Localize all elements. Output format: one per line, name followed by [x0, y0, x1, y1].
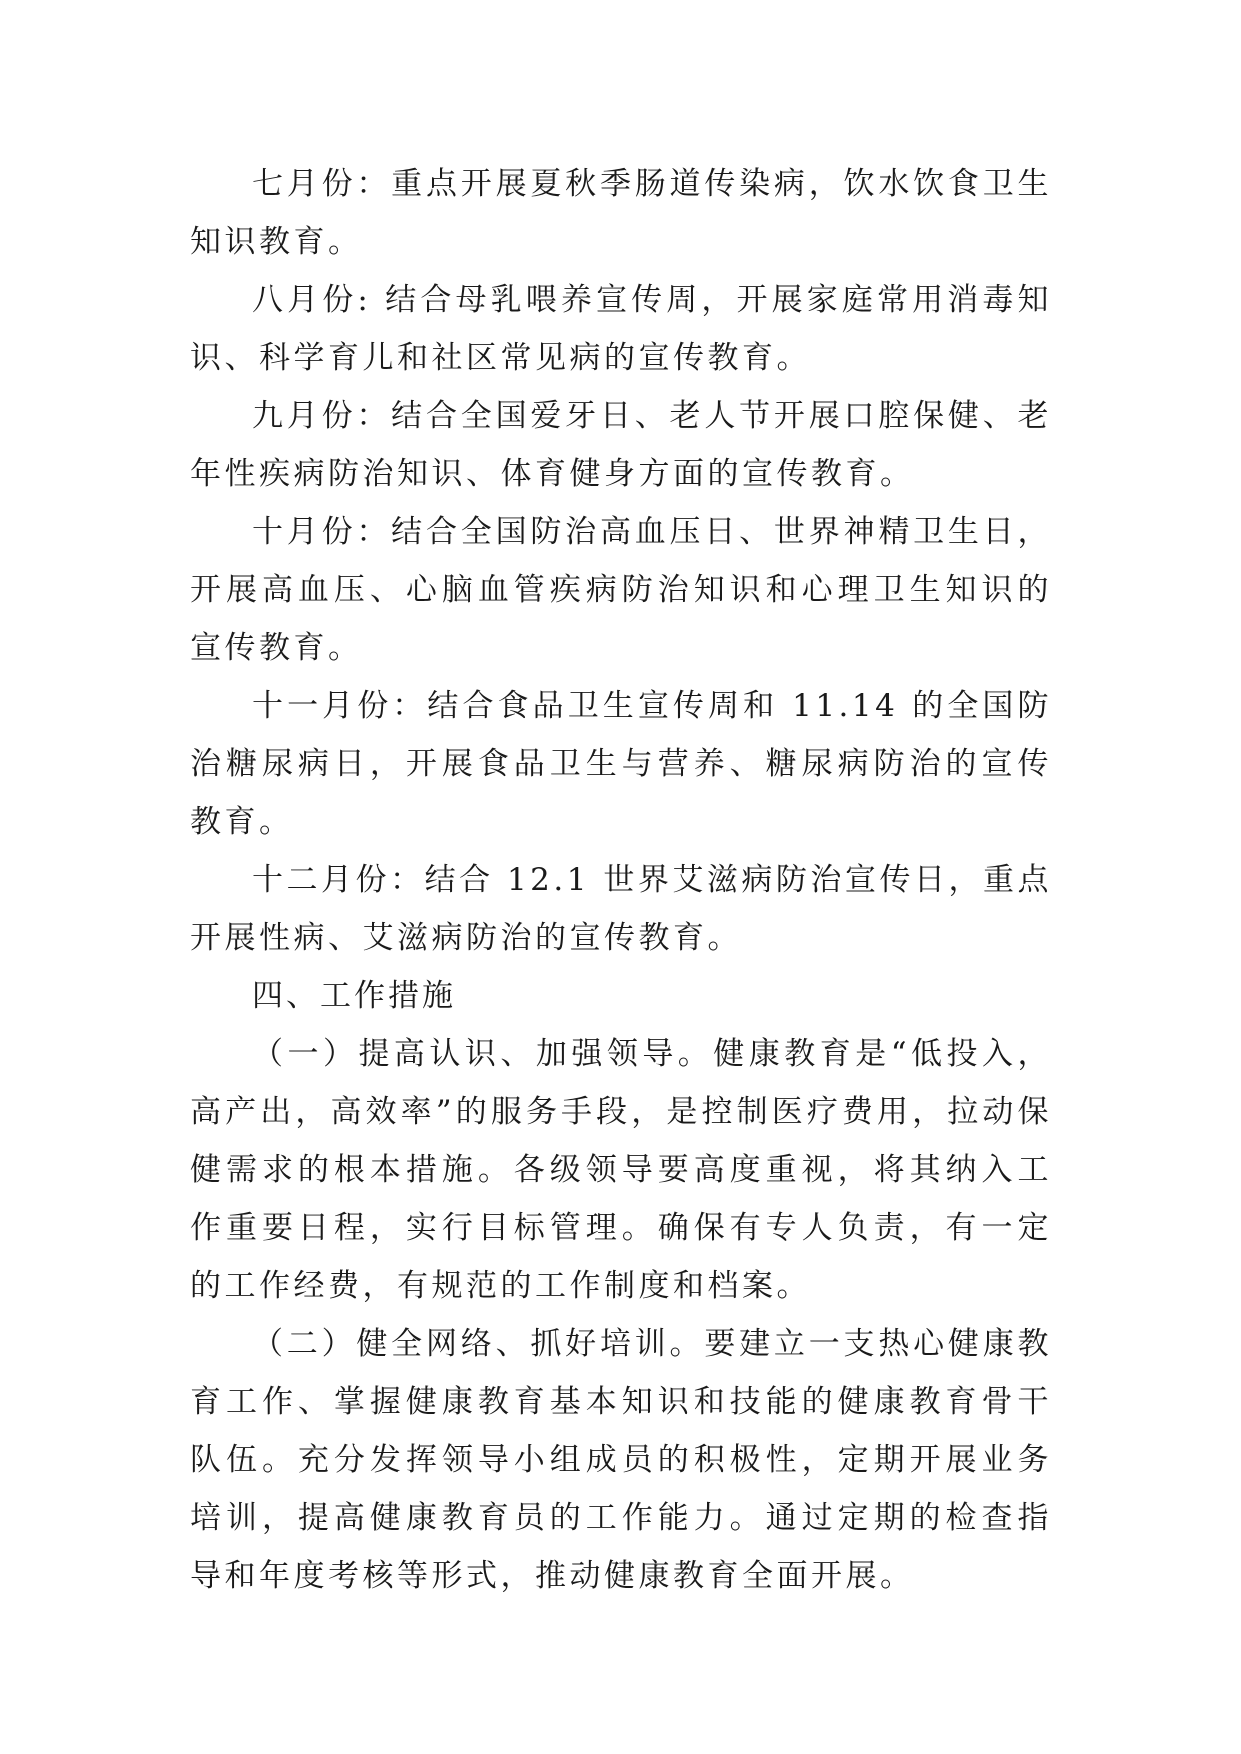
paragraph-july: 七月份：重点开展夏秋季肠道传染病，饮水饮食卫生知识教育。	[190, 166, 1052, 260]
paragraph-measure-2: （二）健全网络、抓好培训。要建立一支热心健康教育工作、掌握健康教育基本知识和技能的健康教育骨干队伍。充分发挥领导小组成员的积极性，定期开展业务培训，提高健康教育员的工作能力。通过定期的检查指导和年度考核等形式，推动健康教育全面开展。	[190, 1326, 1052, 1594]
paragraph-september: 九月份：结合全国爱牙日、老人节开展口腔保健、老年性疾病防治知识、体育健身方面的宣传教育。	[190, 398, 1052, 492]
paragraph-october: 十月份：结合全国防治高血压日、世界神精卫生日，开展高血压、心脑血管疾病防治知识和心理卫生知识的宣传教育。	[190, 514, 1052, 666]
paragraph-november: 十一月份：结合食品卫生宣传周和 11.14 的全国防治糖尿病日，开展食品卫生与营养、糖尿病防治的宣传教育。	[190, 688, 1052, 840]
paragraph-measure-1: （一）提高认识、加强领导。健康教育是“低投入，高产出，高效率”的服务手段，是控制医疗费用，拉动保健需求的根本措施。各级领导要高度重视，将其纳入工作重要日程，实行目标管理。确保有专人负责，有一定的工作经费，有规范的工作制度和档案。	[190, 1036, 1052, 1304]
paragraph-december: 十二月份：结合 12.1 世界艾滋病防治宣传日，重点开展性病、艾滋病防治的宣传教育。	[190, 862, 1052, 956]
paragraph-august: 八月份: 结合母乳喂养宣传周，开展家庭常用消毒知识、科学育儿和社区常见病的宣传教育。	[190, 282, 1052, 376]
section-heading-work-measures: 四、工作措施	[252, 978, 456, 1014]
document-body	[190, 155, 1052, 1605]
